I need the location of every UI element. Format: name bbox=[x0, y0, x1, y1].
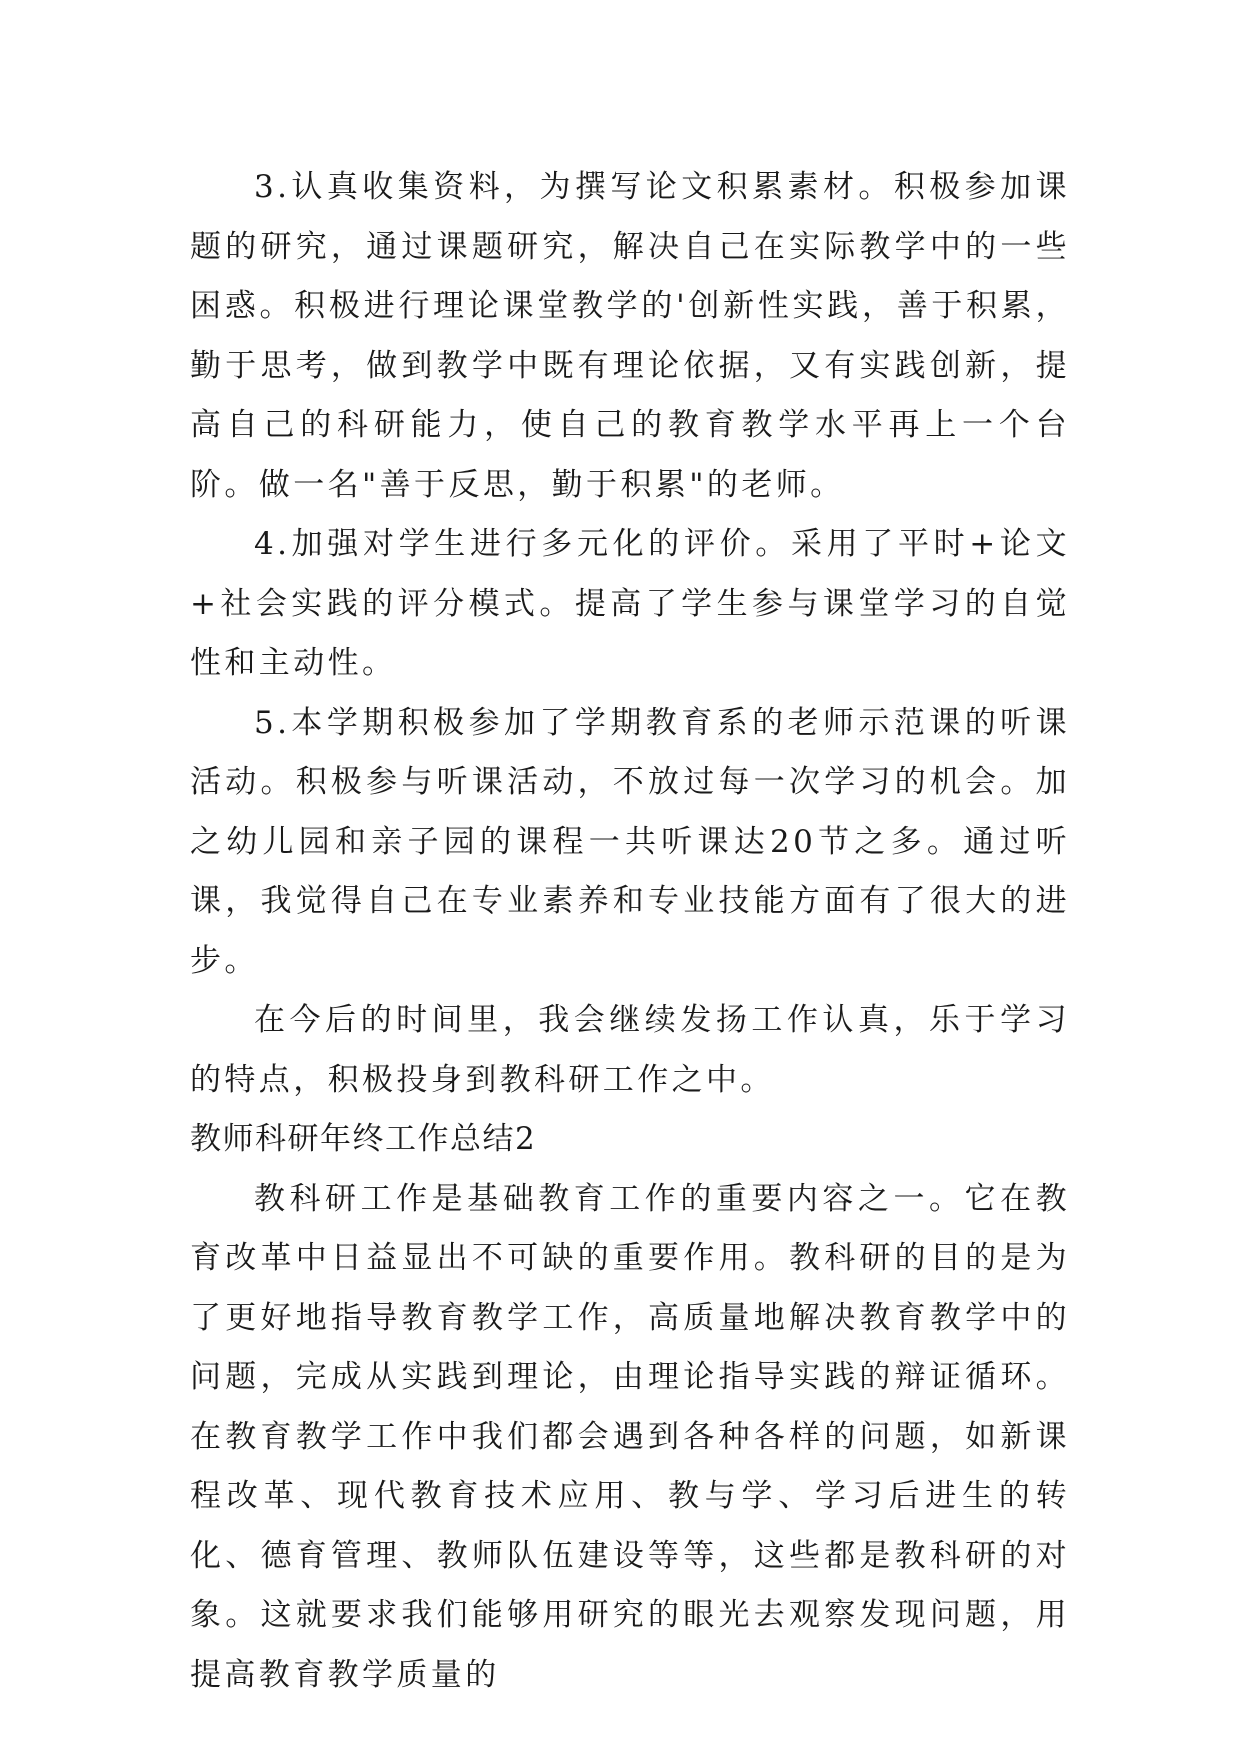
paragraph-item-4: 4.加强对学生进行多元化的评价。采用了平时+论文+社会实践的评分模式。提高了学生参与课堂学习的自觉性和主动性。 bbox=[190, 526, 1070, 681]
paragraph-item-5: 5.本学期积极参加了学期教育系的老师示范课的听课活动。积极参与听课活动，不放过每一次学习的机会。加之幼儿园和亲子园的课程一共听课达20节之多。通过听课，我觉得自己在专业素养和专业技能方面有了很大的进步。 bbox=[190, 704, 1070, 979]
paragraph-conclusion: 在今后的时间里，我会继续发扬工作认真，乐于学习的特点，积极投身到教科研工作之中。 bbox=[190, 1002, 1070, 1098]
document-body bbox=[190, 158, 1070, 1705]
paragraph-item-3: 3.认真收集资料，为撰写论文积累素材。积极参加课题的研究，通过课题研究，解决自己在实际教学中的一些困惑。积极进行理论课堂教学的'创新性实践，善于积累，勤于思考，做到教学中既有理论依据，又有实践创新，提高自己的科研能力，使自己的教育教学水平再上一个台阶。做一名"善于反思，勤于积累"的老师。 bbox=[190, 169, 1070, 503]
paragraph-section-intro: 教科研工作是基础教育工作的重要内容之一。它在教育改革中日益显出不可缺的重要作用。教科研的目的是为了更好地指导教育教学工作，高质量地解决教育教学中的问题，完成从实践到理论，由理论指导实践的辩证循环。在教育教学工作中我们都会遇到各种各样的问题，如新课程改革、现代教育技术应用、教与学、学习后进生的转化、德育管理、教师队伍建设等等，这些都是教科研的对象。这就要求我们能够用研究的眼光去观察发现问题，用提高教育教学质量的 bbox=[190, 1180, 1070, 1693]
section-heading: 教师科研年终工作总结2 bbox=[190, 1121, 537, 1157]
